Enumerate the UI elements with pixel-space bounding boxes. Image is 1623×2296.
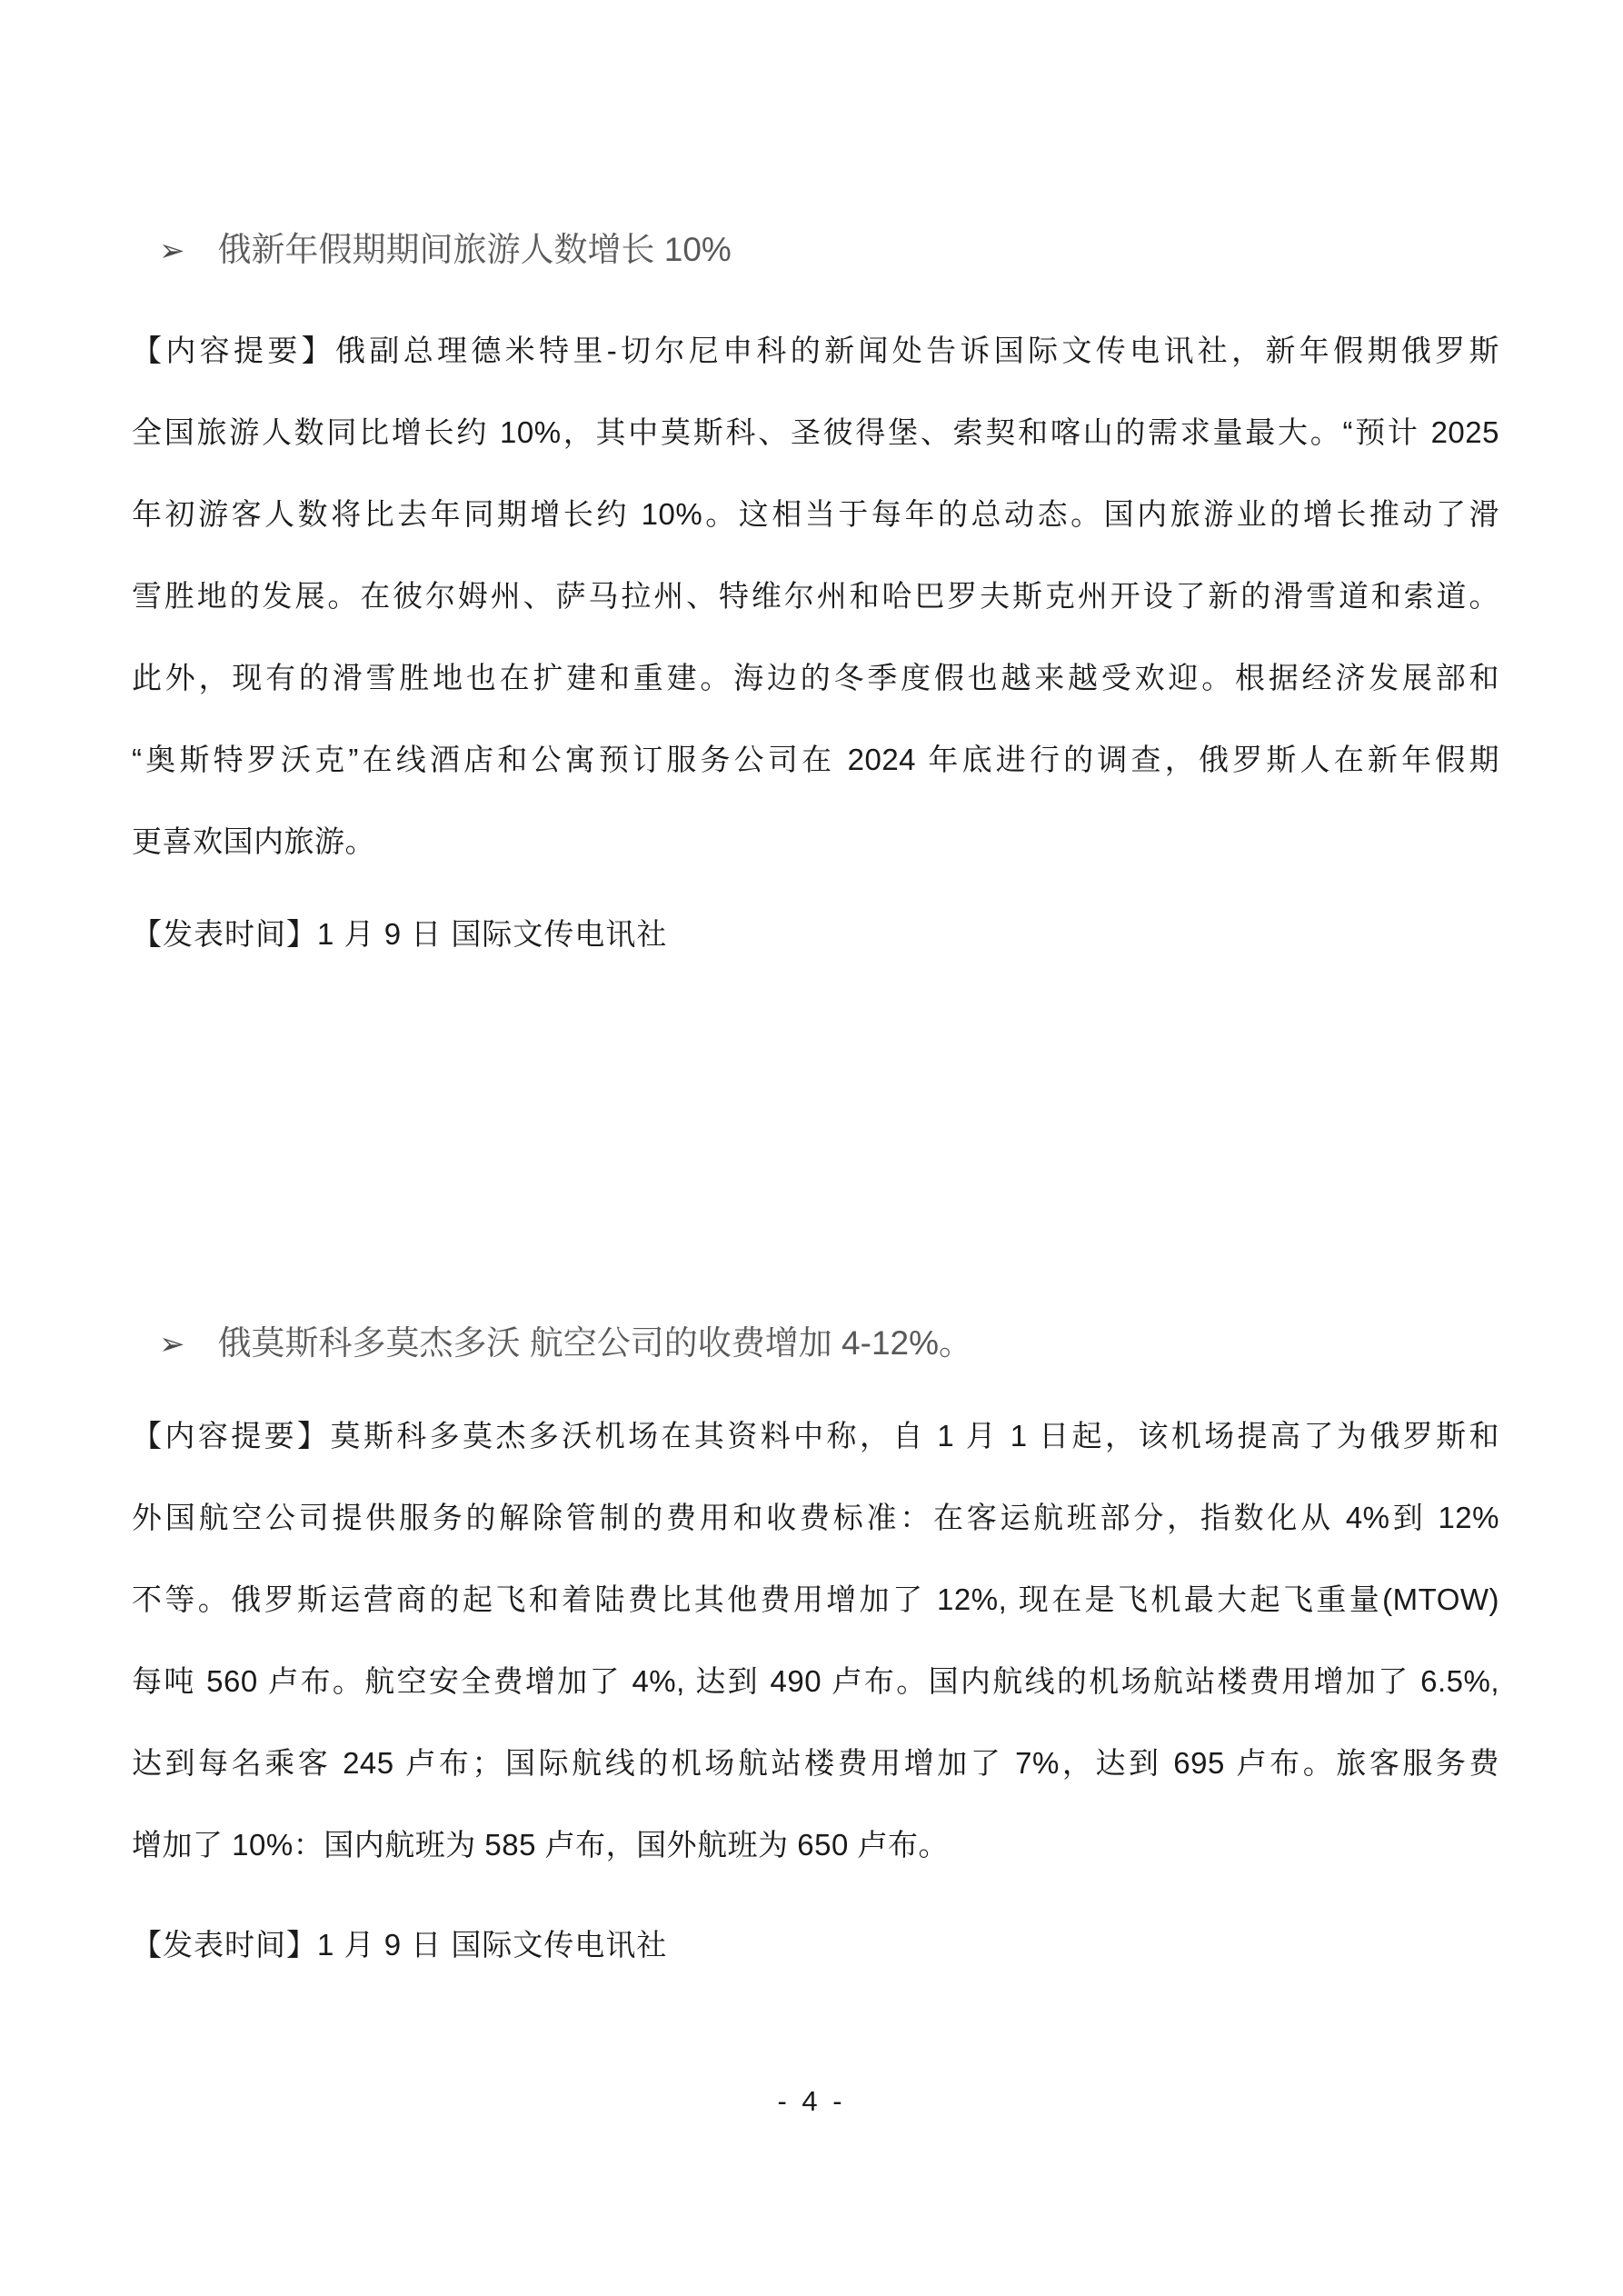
body-text-line: 更喜欢国内旅游。 bbox=[132, 824, 375, 858]
section-heading-text: 俄莫斯科多莫杰多沃 航空公司的收费增加 4-12%。 bbox=[217, 1324, 973, 1362]
section-heading-text: 俄新年假期期间旅游人数增长 10% bbox=[217, 231, 732, 268]
published-date-line: 【发表时间】1 月 9 日 国际文传电讯社 bbox=[132, 1928, 668, 1962]
section-heading bbox=[132, 1321, 1499, 1367]
body-text-line: 此外，现有的滑雪胜地也在扩建和重建。海边的冬季度假也越来越受欢迎。根据经济发展部和 bbox=[132, 661, 1499, 694]
section-heading bbox=[132, 227, 1499, 274]
body-text-line: 【内容提要】俄副总理德米特里-切尔尼申科的新闻处告诉国际文传电讯社，新年假期俄罗斯 bbox=[132, 334, 1499, 367]
body-text-line: 每吨 560 卢布。航空安全费增加了 4%, 达到 490 卢布。国内航线的机场航站楼费用增加了 6.5%, bbox=[132, 1664, 1499, 1698]
page-content bbox=[132, 0, 1499, 1986]
body-text-line: 增加了 10%：国内航班为 585 卢布，国外航班为 650 卢布。 bbox=[132, 1828, 950, 1862]
arrow-bullet-icon: ➢ bbox=[159, 234, 185, 268]
body-text-line: 不等。俄罗斯运营商的起飞和着陆费比其他费用增加了 12%, 现在是飞机最大起飞重量(MTOW) bbox=[132, 1582, 1499, 1616]
section-body bbox=[132, 1395, 1499, 1886]
body-text-line: 外国航空公司提供服务的解除管制的费用和收费标准：在客运航班部分，指数化从 4%到 12% bbox=[132, 1501, 1499, 1534]
news-section-airport-fees bbox=[132, 1321, 1499, 1986]
arrow-bullet-icon: ➢ bbox=[159, 1327, 185, 1362]
body-text-line: 全国旅游人数同比增长约 10%，其中莫斯科、圣彼得堡、索契和喀山的需求量最大。“预计 2025 bbox=[132, 415, 1499, 449]
section-body bbox=[132, 310, 1499, 883]
page-number: - 4 - bbox=[777, 2085, 846, 2117]
published-date-line: 【发表时间】1 月 9 日 国际文传电讯社 bbox=[132, 917, 668, 951]
news-section-tourism bbox=[132, 227, 1499, 975]
body-text-line: “奥斯特罗沃克”在线酒店和公寓预订服务公司在 2024 年底进行的调查，俄罗斯人在新年假期 bbox=[132, 743, 1499, 776]
body-text-line: 年初游客人数将比去年同期增长约 10%。这相当于每年的总动态。国内旅游业的增长推动了滑 bbox=[132, 497, 1499, 531]
body-text-line: 雪胜地的发展。在彼尔姆州、萨马拉州、特维尔州和哈巴罗夫斯克州开设了新的滑雪道和索道。 bbox=[132, 579, 1499, 613]
body-text-line: 【内容提要】莫斯科多莫杰多沃机场在其资料中称，自 1 月 1 日起，该机场提高了为俄罗斯和 bbox=[132, 1419, 1499, 1452]
body-text-line: 达到每名乘客 245 卢布；国际航线的机场航站楼费用增加了 7%，达到 695 卢布。旅客服务费 bbox=[132, 1746, 1499, 1780]
